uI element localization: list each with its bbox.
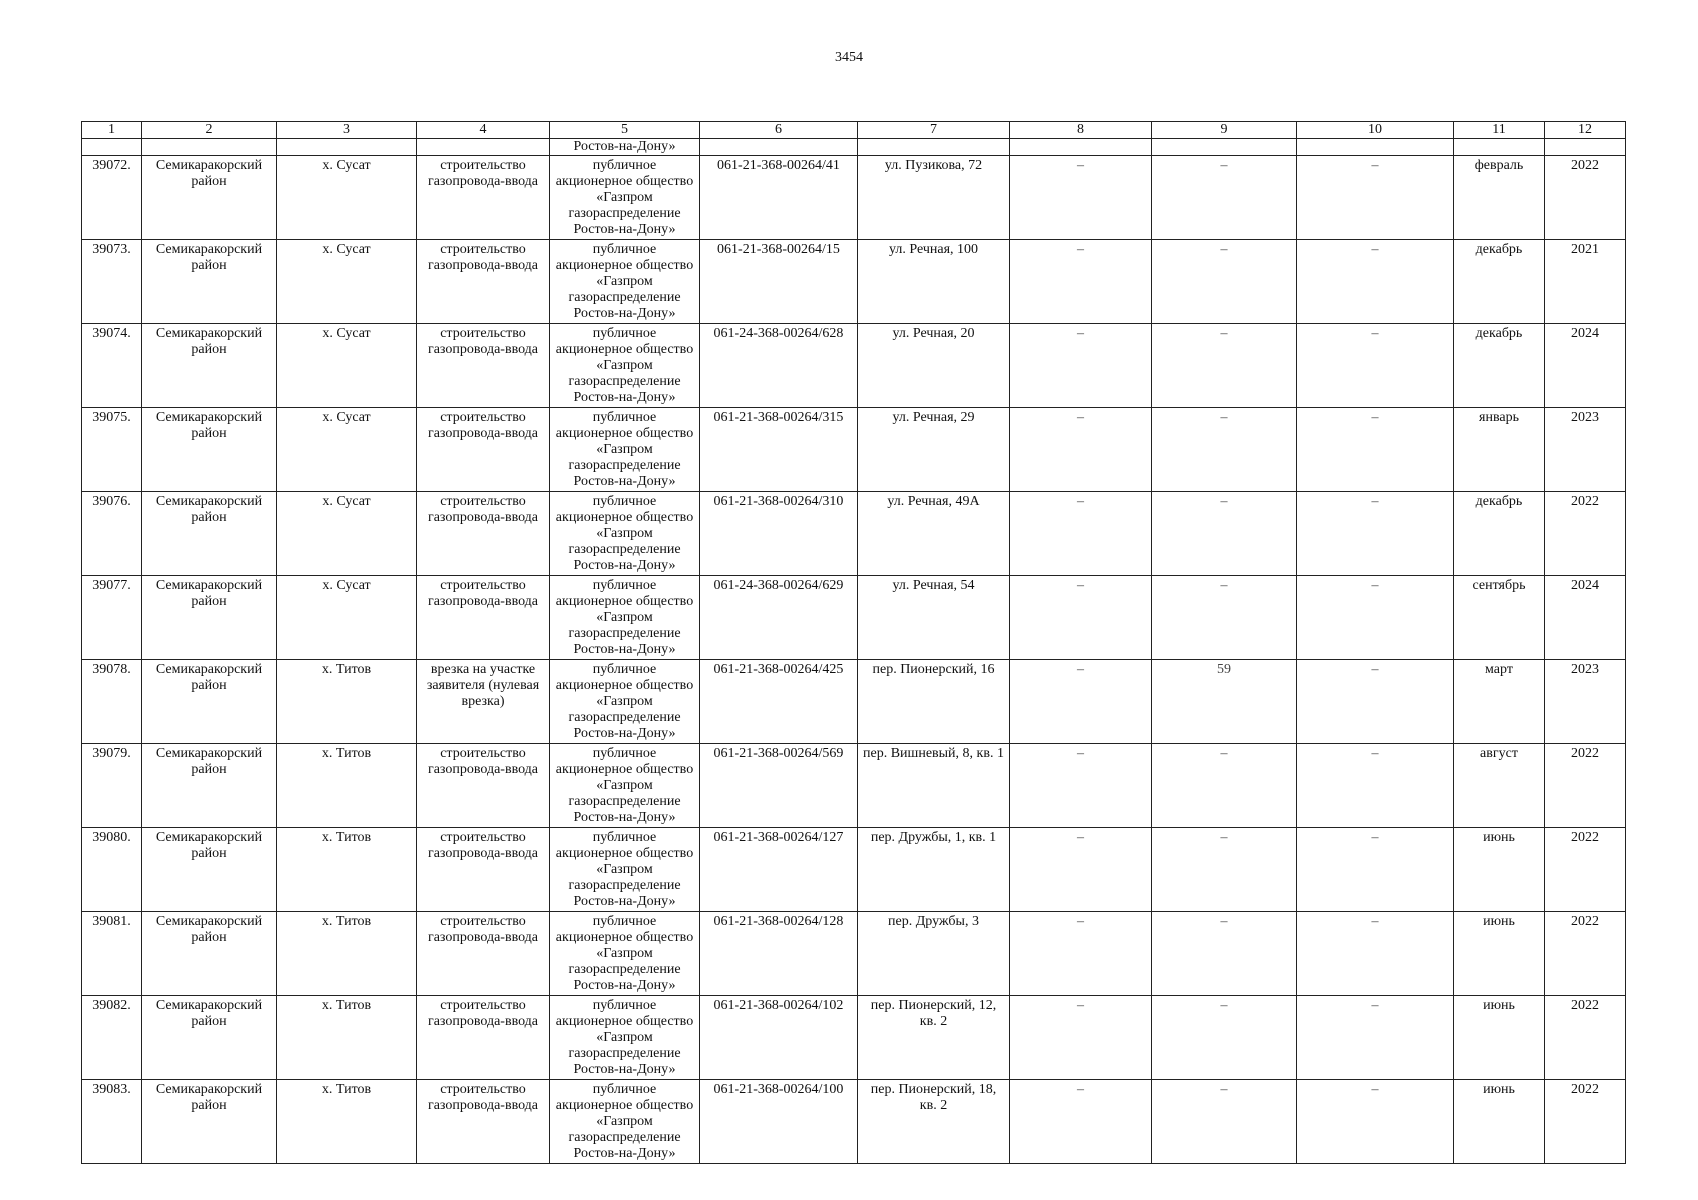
cell-empty: [277, 139, 417, 156]
cell-month: декабрь: [1454, 492, 1545, 576]
cell-settlement: х. Сусат: [277, 576, 417, 660]
cell-settlement: х. Сусат: [277, 156, 417, 240]
cell-district: Семикаракорский район: [142, 156, 277, 240]
cell-col10: –: [1297, 492, 1454, 576]
cell-col8: –: [1010, 408, 1152, 492]
cell-col8: –: [1010, 744, 1152, 828]
cell-month: июнь: [1454, 912, 1545, 996]
cell-organization: публичное акционерное общество «Газпром газораспределение Ростов-на-Дону»: [550, 996, 700, 1080]
cell-address: пер. Пионерский, 18, кв. 2: [858, 1080, 1010, 1164]
cell-registry-code: 061-24-368-00264/629: [700, 576, 858, 660]
cell-organization: публичное акционерное общество «Газпром газораспределение Ростов-на-Дону»: [550, 324, 700, 408]
column-number: 4: [417, 122, 550, 139]
cell-work-type: строительство газопровода-ввода: [417, 324, 550, 408]
cell-work-type: строительство газопровода-ввода: [417, 492, 550, 576]
cell-organization: публичное акционерное общество «Газпром газораспределение Ростов-на-Дону»: [550, 156, 700, 240]
cell-row-number: 39079.: [82, 744, 142, 828]
cell-row-number: 39073.: [82, 240, 142, 324]
cell-address: ул. Речная, 54: [858, 576, 1010, 660]
column-number: 2: [142, 122, 277, 139]
cell-district: Семикаракорский район: [142, 492, 277, 576]
cell-work-type: строительство газопровода-ввода: [417, 408, 550, 492]
cell-col9: –: [1152, 744, 1297, 828]
cell-empty: [82, 139, 142, 156]
cell-district: Семикаракорский район: [142, 1080, 277, 1164]
column-number: 8: [1010, 122, 1152, 139]
cell-year: 2023: [1545, 660, 1626, 744]
cell-col10: –: [1297, 744, 1454, 828]
cell-month: декабрь: [1454, 240, 1545, 324]
cell-district: Семикаракорский район: [142, 744, 277, 828]
column-number: 7: [858, 122, 1010, 139]
cell-col9: –: [1152, 492, 1297, 576]
cell-organization: публичное акционерное общество «Газпром газораспределение Ростов-на-Дону»: [550, 492, 700, 576]
cell-settlement: х. Сусат: [277, 324, 417, 408]
cell-row-number: 39076.: [82, 492, 142, 576]
cell-registry-code: 061-21-368-00264/310: [700, 492, 858, 576]
cell-col8: –: [1010, 156, 1152, 240]
continuation-row: [82, 139, 1626, 156]
column-number: 6: [700, 122, 858, 139]
cell-col8: –: [1010, 828, 1152, 912]
cell-year: 2022: [1545, 744, 1626, 828]
cell-empty: [858, 139, 1010, 156]
cell-month: январь: [1454, 408, 1545, 492]
cell-row-number: 39077.: [82, 576, 142, 660]
cell-col8: –: [1010, 996, 1152, 1080]
cell-work-type: строительство газопровода-ввода: [417, 828, 550, 912]
cell-month: июнь: [1454, 996, 1545, 1080]
cell-settlement: х. Сусат: [277, 492, 417, 576]
table-row: [82, 324, 1626, 408]
cell-registry-code: 061-21-368-00264/127: [700, 828, 858, 912]
cell-work-type: строительство газопровода-ввода: [417, 744, 550, 828]
cell-address: ул. Речная, 20: [858, 324, 1010, 408]
cell-address: ул. Пузикова, 72: [858, 156, 1010, 240]
cell-col10: –: [1297, 1080, 1454, 1164]
cell-empty: [1454, 139, 1545, 156]
cell-district: Семикаракорский район: [142, 660, 277, 744]
cell-work-type: врезка на участке заявителя (нулевая врезка): [417, 660, 550, 744]
cell-organization: публичное акционерное общество «Газпром газораспределение Ростов-на-Дону»: [550, 660, 700, 744]
table-row: [82, 996, 1626, 1080]
cell-col10: –: [1297, 996, 1454, 1080]
cell-district: Семикаракорский район: [142, 828, 277, 912]
cell-month: август: [1454, 744, 1545, 828]
cell-district: Семикаракорский район: [142, 576, 277, 660]
table-row: [82, 240, 1626, 324]
cell-year: 2024: [1545, 324, 1626, 408]
cell-col9: –: [1152, 240, 1297, 324]
cell-district: Семикаракорский район: [142, 240, 277, 324]
cell-year: 2022: [1545, 996, 1626, 1080]
cell-col10: –: [1297, 576, 1454, 660]
cell-row-number: 39078.: [82, 660, 142, 744]
cell-col9: –: [1152, 324, 1297, 408]
cell-organization: публичное акционерное общество «Газпром газораспределение Ростов-на-Дону»: [550, 912, 700, 996]
cell-address: ул. Речная, 29: [858, 408, 1010, 492]
cell-month: июнь: [1454, 828, 1545, 912]
cell-row-number: 39075.: [82, 408, 142, 492]
cell-col9: 59: [1152, 660, 1297, 744]
cell-organization: публичное акционерное общество «Газпром газораспределение Ростов-на-Дону»: [550, 576, 700, 660]
cell-col9: –: [1152, 828, 1297, 912]
table-row: [82, 744, 1626, 828]
cell-settlement: х. Титов: [277, 996, 417, 1080]
cell-settlement: х. Титов: [277, 828, 417, 912]
cell-address: пер. Дружбы, 1, кв. 1: [858, 828, 1010, 912]
table-row: [82, 1080, 1626, 1164]
cell-district: Семикаракорский район: [142, 408, 277, 492]
table-body: [82, 122, 1626, 1164]
cell-address: ул. Речная, 49А: [858, 492, 1010, 576]
cell-col10: –: [1297, 828, 1454, 912]
cell-month: февраль: [1454, 156, 1545, 240]
cell-work-type: строительство газопровода-ввода: [417, 156, 550, 240]
cell-month: июнь: [1454, 1080, 1545, 1164]
table-row: [82, 156, 1626, 240]
cell-col8: –: [1010, 660, 1152, 744]
cell-year: 2022: [1545, 828, 1626, 912]
cell-year: 2022: [1545, 156, 1626, 240]
register-table: [81, 121, 1626, 1164]
cell-col9: –: [1152, 576, 1297, 660]
cell-settlement: х. Титов: [277, 660, 417, 744]
cell-registry-code: 061-21-368-00264/128: [700, 912, 858, 996]
cell-row-number: 39072.: [82, 156, 142, 240]
cell-row-number: 39080.: [82, 828, 142, 912]
cell-col8: –: [1010, 240, 1152, 324]
cell-district: Семикаракорский район: [142, 324, 277, 408]
cell-row-number: 39081.: [82, 912, 142, 996]
cell-empty: [417, 139, 550, 156]
cell-col10: –: [1297, 156, 1454, 240]
cell-work-type: строительство газопровода-ввода: [417, 576, 550, 660]
column-number: 1: [82, 122, 142, 139]
cell-row-number: 39083.: [82, 1080, 142, 1164]
cell-col8: –: [1010, 324, 1152, 408]
cell-empty: [142, 139, 277, 156]
cell-settlement: х. Титов: [277, 912, 417, 996]
table-row: [82, 576, 1626, 660]
cell-col9: –: [1152, 912, 1297, 996]
cell-col9: –: [1152, 996, 1297, 1080]
cell-settlement: х. Сусат: [277, 240, 417, 324]
cell-district: Семикаракорский район: [142, 912, 277, 996]
cell-empty: [1010, 139, 1152, 156]
cell-address: пер. Дружбы, 3: [858, 912, 1010, 996]
cell-registry-code: 061-21-368-00264/425: [700, 660, 858, 744]
column-number: 12: [1545, 122, 1626, 139]
column-number-row: [82, 122, 1626, 139]
cell-org-continuation: Ростов-на-Дону»: [550, 139, 700, 156]
cell-col8: –: [1010, 912, 1152, 996]
column-number: 5: [550, 122, 700, 139]
cell-year: 2022: [1545, 912, 1626, 996]
cell-address: пер. Вишневый, 8, кв. 1: [858, 744, 1010, 828]
cell-empty: [1545, 139, 1626, 156]
cell-col8: –: [1010, 1080, 1152, 1164]
cell-work-type: строительство газопровода-ввода: [417, 996, 550, 1080]
cell-col9: –: [1152, 156, 1297, 240]
column-number: 9: [1152, 122, 1297, 139]
cell-work-type: строительство газопровода-ввода: [417, 912, 550, 996]
cell-organization: публичное акционерное общество «Газпром газораспределение Ростов-на-Дону»: [550, 408, 700, 492]
cell-organization: публичное акционерное общество «Газпром газораспределение Ростов-на-Дону»: [550, 744, 700, 828]
cell-col9: –: [1152, 408, 1297, 492]
cell-col10: –: [1297, 324, 1454, 408]
column-number: 3: [277, 122, 417, 139]
cell-work-type: строительство газопровода-ввода: [417, 240, 550, 324]
cell-district: Семикаракорский район: [142, 996, 277, 1080]
cell-work-type: строительство газопровода-ввода: [417, 1080, 550, 1164]
cell-registry-code: 061-21-368-00264/315: [700, 408, 858, 492]
cell-empty: [700, 139, 858, 156]
cell-empty: [1152, 139, 1297, 156]
table-row: [82, 492, 1626, 576]
cell-settlement: х. Сусат: [277, 408, 417, 492]
table-row: [82, 408, 1626, 492]
cell-empty: [1297, 139, 1454, 156]
cell-col8: –: [1010, 576, 1152, 660]
cell-address: пер. Пионерский, 16: [858, 660, 1010, 744]
cell-organization: публичное акционерное общество «Газпром газораспределение Ростов-на-Дону»: [550, 828, 700, 912]
cell-month: март: [1454, 660, 1545, 744]
cell-month: сентябрь: [1454, 576, 1545, 660]
cell-year: 2022: [1545, 1080, 1626, 1164]
cell-settlement: х. Титов: [277, 1080, 417, 1164]
table-row: [82, 912, 1626, 996]
cell-col10: –: [1297, 408, 1454, 492]
cell-organization: публичное акционерное общество «Газпром газораспределение Ростов-на-Дону»: [550, 1080, 700, 1164]
cell-col10: –: [1297, 660, 1454, 744]
cell-year: 2024: [1545, 576, 1626, 660]
column-number: 11: [1454, 122, 1545, 139]
cell-registry-code: 061-24-368-00264/628: [700, 324, 858, 408]
cell-address: ул. Речная, 100: [858, 240, 1010, 324]
cell-registry-code: 061-21-368-00264/102: [700, 996, 858, 1080]
cell-settlement: х. Титов: [277, 744, 417, 828]
cell-month: декабрь: [1454, 324, 1545, 408]
cell-col9: –: [1152, 1080, 1297, 1164]
cell-address: пер. Пионерский, 12, кв. 2: [858, 996, 1010, 1080]
cell-organization: публичное акционерное общество «Газпром газораспределение Ростов-на-Дону»: [550, 240, 700, 324]
table-row: [82, 828, 1626, 912]
column-number: 10: [1297, 122, 1454, 139]
page-number: 3454: [835, 50, 863, 65]
cell-row-number: 39082.: [82, 996, 142, 1080]
cell-registry-code: 061-21-368-00264/41: [700, 156, 858, 240]
cell-registry-code: 061-21-368-00264/100: [700, 1080, 858, 1164]
cell-col10: –: [1297, 240, 1454, 324]
cell-col10: –: [1297, 912, 1454, 996]
cell-year: 2021: [1545, 240, 1626, 324]
cell-year: 2023: [1545, 408, 1626, 492]
table-row: [82, 660, 1626, 744]
cell-row-number: 39074.: [82, 324, 142, 408]
cell-year: 2022: [1545, 492, 1626, 576]
cell-registry-code: 061-21-368-00264/569: [700, 744, 858, 828]
cell-col8: –: [1010, 492, 1152, 576]
cell-registry-code: 061-21-368-00264/15: [700, 240, 858, 324]
